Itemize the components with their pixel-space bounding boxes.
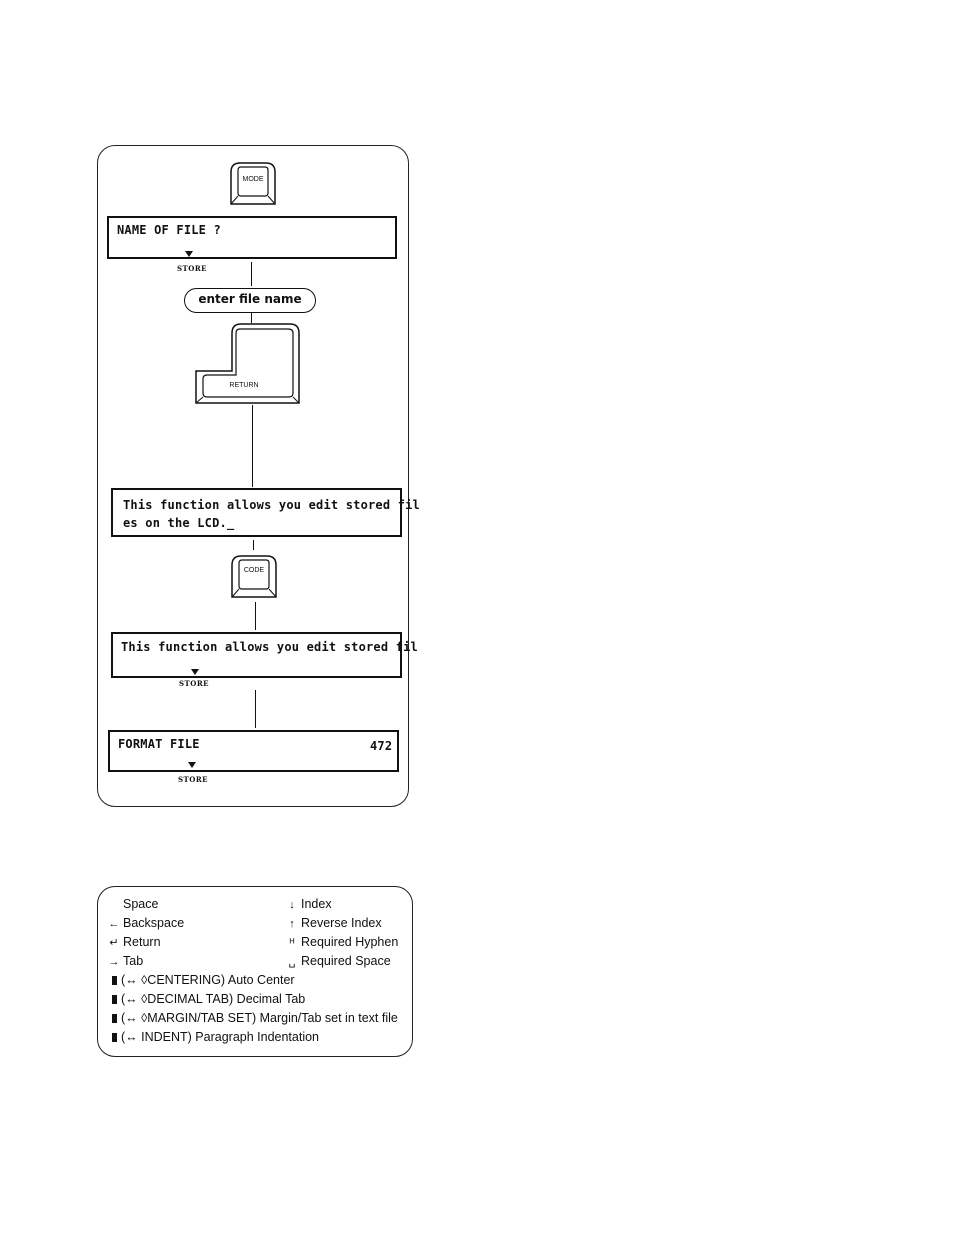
store-label: STORE — [177, 264, 208, 273]
cursor-arrow-icon — [191, 669, 199, 675]
connector-line — [251, 262, 252, 286]
lcd-screen-format-file — [108, 730, 399, 772]
cursor-arrow-icon — [185, 251, 193, 257]
file-counter: 472 — [370, 739, 393, 753]
required-hyphen-icon: ᴴ — [289, 937, 295, 949]
mode-key-label: MODE — [242, 176, 264, 183]
connector-line — [255, 602, 256, 630]
connector-line — [253, 540, 254, 550]
code-block-icon — [112, 976, 117, 985]
code-block-icon — [112, 1033, 117, 1042]
index-arrow-icon: ↓ — [289, 899, 295, 911]
legend-item-space — [107, 897, 158, 911]
legend-label: Backspace — [123, 916, 185, 930]
return-key — [194, 321, 302, 405]
enter-file-name-step: enter file name — [184, 288, 316, 313]
legend-code-auto-center — [112, 973, 295, 987]
backspace-arrow-icon: ← — [108, 918, 120, 930]
connector-line — [255, 690, 256, 728]
lcd-line-1: FORMAT FILE — [118, 737, 200, 751]
mode-key — [228, 160, 278, 206]
reverse-index-arrow-icon: ↑ — [289, 918, 295, 930]
return-key-label: RETURN — [229, 382, 259, 389]
legend-item-backspace — [107, 916, 184, 930]
code-block-icon — [112, 995, 117, 1004]
required-space-icon: ␣ — [288, 956, 296, 968]
legend-label: (↔ ◊DECIMAL TAB) Decimal Tab — [121, 992, 306, 1006]
legend-label: (↔ INDENT) Paragraph Indentation — [121, 1030, 320, 1044]
connector-line — [252, 405, 253, 487]
lcd-line-1: NAME OF FILE ? — [117, 223, 221, 237]
code-key — [229, 553, 279, 599]
legend-label: Return — [123, 935, 161, 949]
legend-label: Reverse Index — [301, 916, 382, 930]
legend-label: Tab — [123, 954, 144, 968]
lcd-line-2: es on the LCD._ — [123, 516, 235, 530]
legend-code-decimal-tab — [112, 992, 305, 1006]
lcd-line-1: This function allows you edit stored fil — [123, 498, 420, 512]
return-arrow-icon: ↵ — [109, 937, 119, 949]
legend-label: Index — [301, 897, 332, 911]
legend-label: Required Hyphen — [301, 935, 399, 949]
cursor-arrow-icon — [188, 762, 196, 768]
legend-code-margin-tab-set — [112, 1011, 398, 1025]
lcd-screen-edit-text — [111, 488, 420, 537]
code-key-label: CODE — [243, 567, 265, 574]
lcd-screen-name-of-file — [107, 216, 397, 259]
code-block-icon — [112, 1014, 117, 1023]
tab-arrow-icon: → — [108, 956, 120, 968]
legend-item-reverse-index — [285, 916, 382, 930]
legend-item-tab — [107, 954, 143, 968]
legend-item-return — [107, 935, 161, 949]
legend-item-index — [285, 897, 332, 911]
legend-label: (↔ ◊MARGIN/TAB SET) Margin/Tab set in text file — [121, 1011, 398, 1025]
legend-label: (↔ ◊CENTERING) Auto Center — [121, 973, 295, 987]
store-label: STORE — [178, 775, 209, 784]
lcd-screen-code — [111, 632, 418, 678]
legend-item-required-hyphen — [285, 935, 398, 949]
lcd-line-1: This function allows you edit stored fil — [121, 640, 418, 654]
legend-item-required-space — [285, 954, 391, 968]
legend-code-indent — [112, 1030, 319, 1044]
store-label: STORE — [179, 679, 210, 688]
legend-label: Required Space — [301, 954, 391, 968]
legend-label: Space — [123, 897, 159, 911]
